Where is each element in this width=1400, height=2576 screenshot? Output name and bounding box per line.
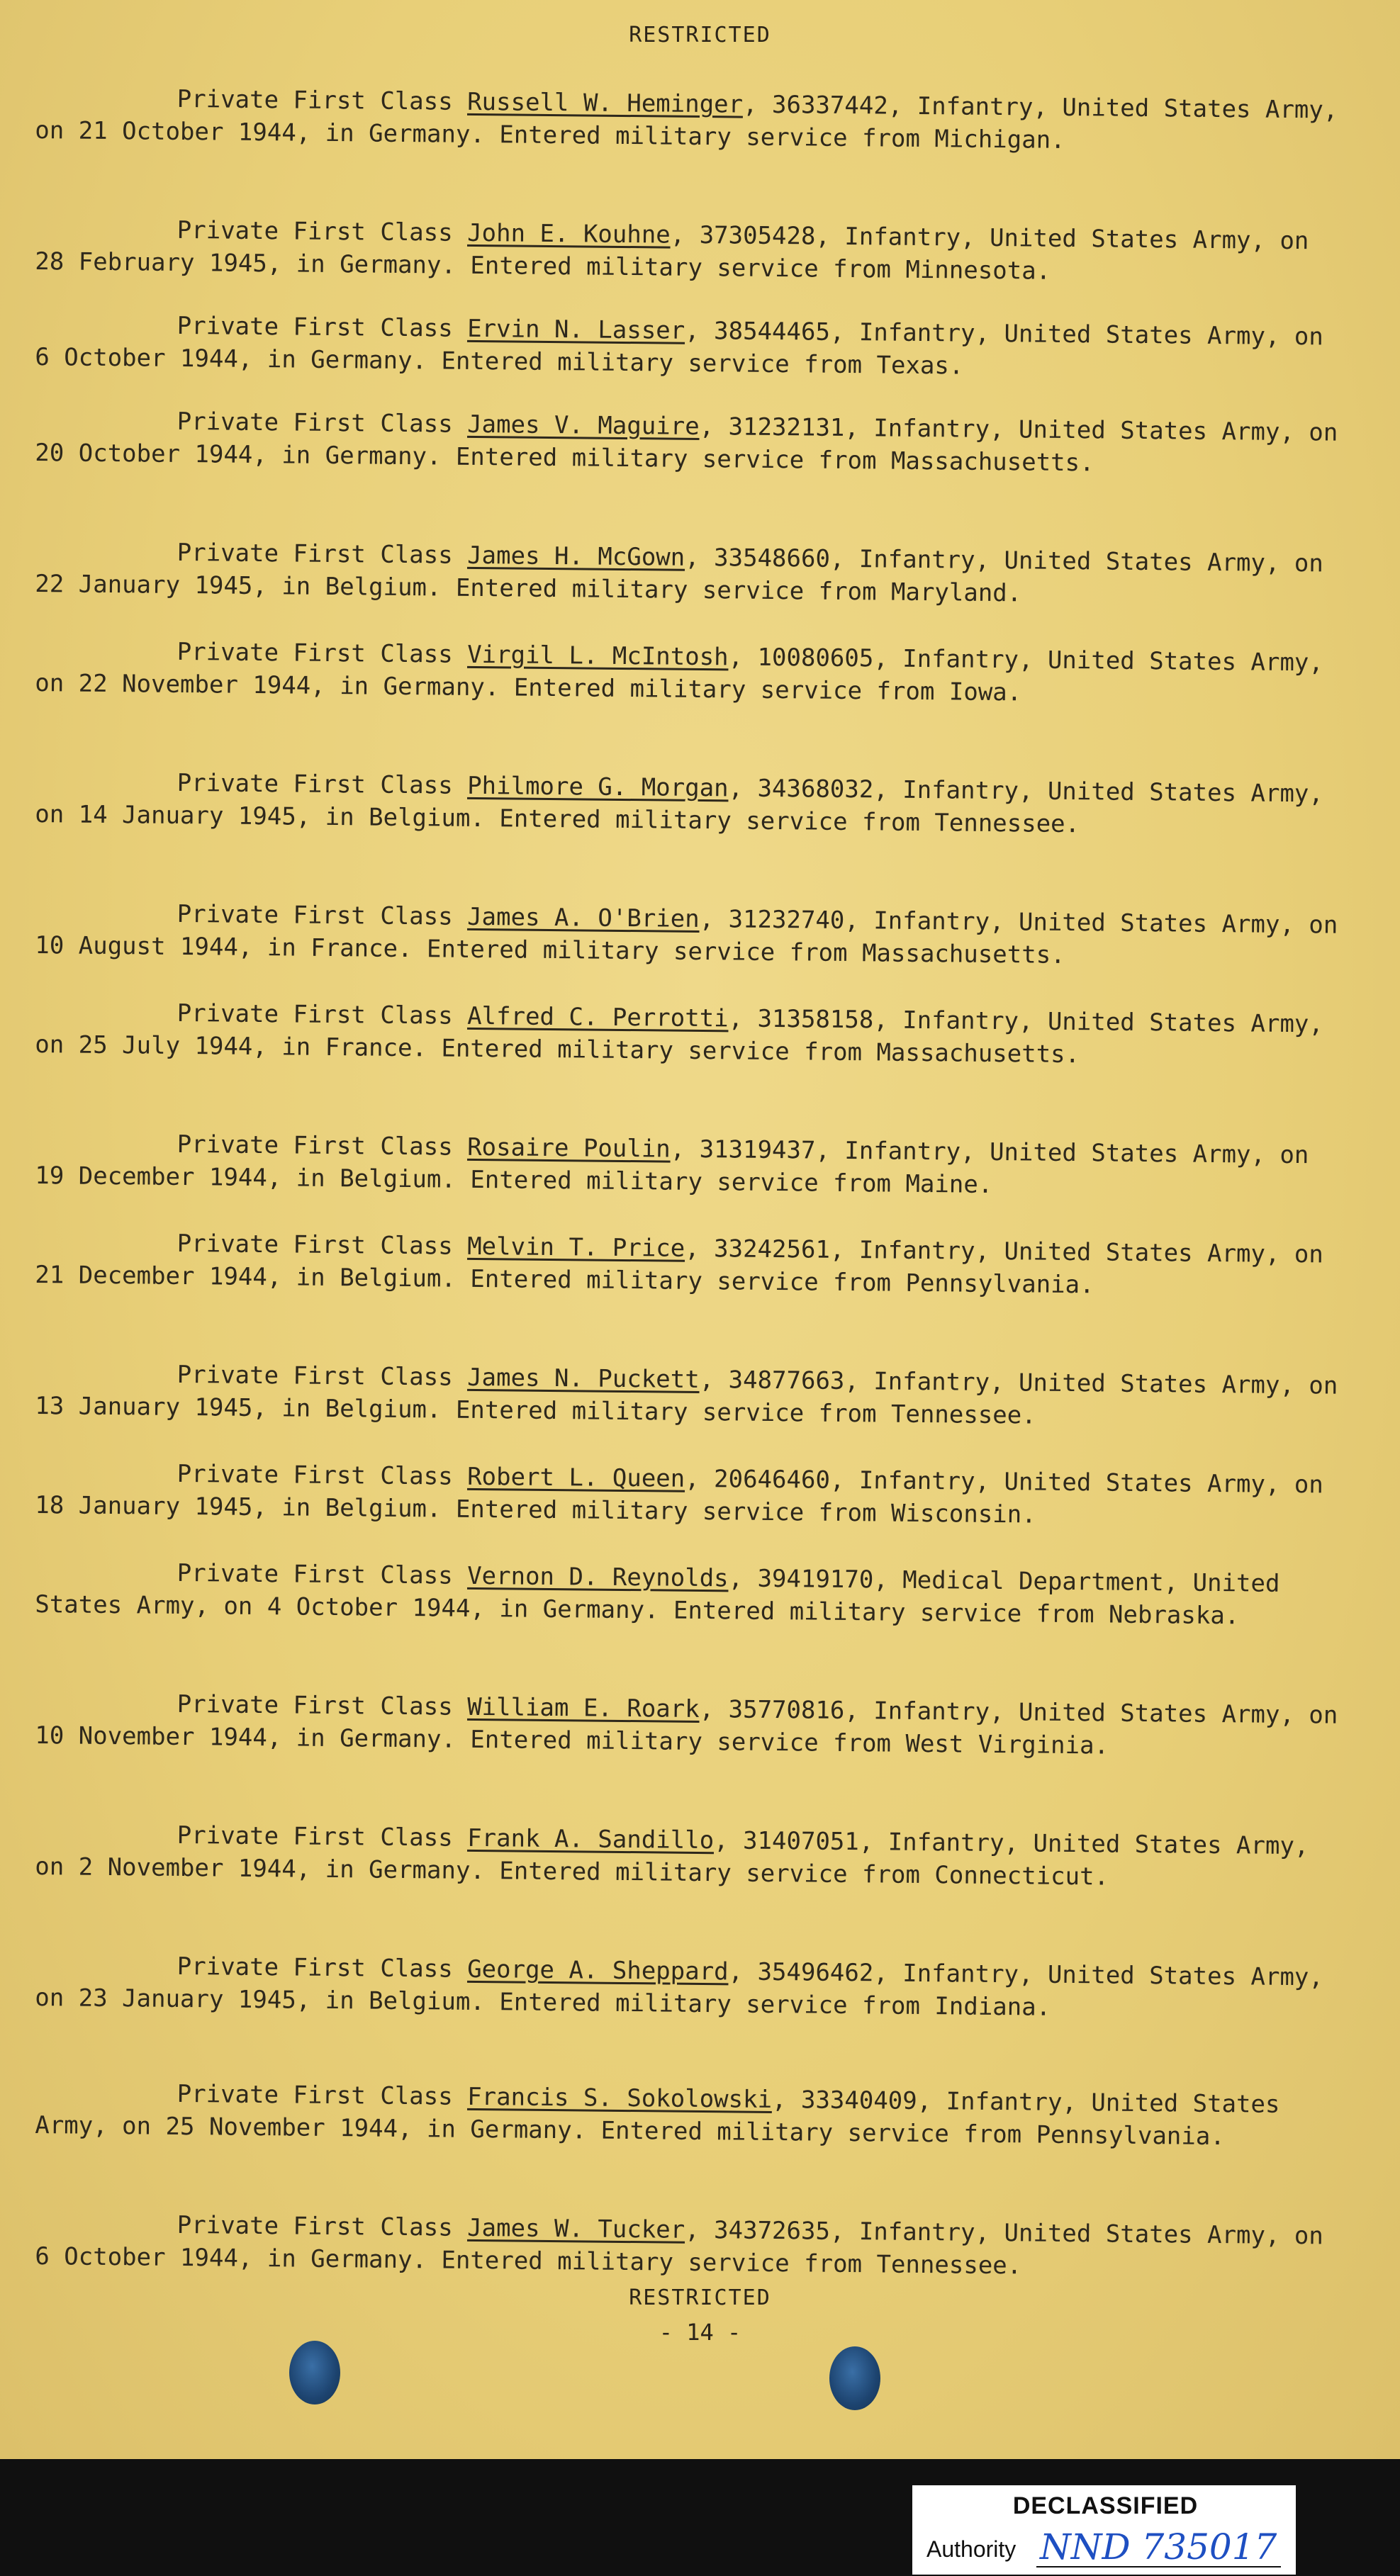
- entry-details: , 37305428, Infantry, United States Army, on 28 February 1945, in Germany. Entered military service from Minnesota.: [35, 220, 1309, 286]
- entry-rank: Private First Class: [177, 2079, 453, 2111]
- casualty-entry: [35, 1687, 1340, 1765]
- entry-details: , 31407051, Infantry, United States Army, on 2 November 1944, in Germany. Entered military service from Connecticut.: [35, 1826, 1309, 1891]
- casualty-entry: [35, 2076, 1340, 2154]
- entry-text: [35, 535, 1340, 613]
- entry-rank: Private First Class: [177, 1459, 453, 1491]
- casualty-entry: [35, 308, 1340, 386]
- entry-rank: Private First Class: [177, 311, 453, 343]
- entry-details: , 35496462, Infantry, United States Army, on 23 January 1945, in Belgium. Entered military service from Indiana.: [35, 1957, 1324, 2022]
- entry-details: , 33548660, Infantry, United States Army, on 22 January 1945, in Belgium. Entered military service from Maryland.: [35, 543, 1324, 608]
- entry-text: [35, 1456, 1340, 1534]
- entry-name: Rosaire Poulin: [466, 1132, 671, 1164]
- restricted-footer: RESTRICTED: [629, 2285, 771, 2310]
- entry-name: James N. Puckett: [466, 1363, 700, 1394]
- entry-text: [35, 1556, 1340, 1633]
- entry-rank: Private First Class: [177, 538, 453, 570]
- entry-text: [35, 1357, 1340, 1435]
- entry-text: [35, 1226, 1340, 1304]
- stamp-underline: [1036, 2566, 1281, 2567]
- entry-details: , 33340409, Infantry, United States Army, on 25 November 1944, in Germany. Entered military service from Pennsylvania.: [35, 2085, 1280, 2152]
- entry-text: [35, 1949, 1340, 2027]
- casualty-entry: [35, 1949, 1340, 2027]
- entry-details: , 36337442, Infantry, United States Army, on 21 October 1944, in Germany. Entered military service from Michigan.: [35, 90, 1338, 154]
- entry-name: Francis S. Sokolowski: [466, 2082, 773, 2114]
- casualty-entry: [35, 896, 1340, 974]
- casualty-entry: [35, 81, 1340, 159]
- entry-rank: Private First Class: [177, 999, 453, 1030]
- entry-rank: Private First Class: [177, 84, 453, 116]
- entry-text: [35, 308, 1340, 386]
- casualty-entry: [35, 996, 1340, 1074]
- entry-rank: Private First Class: [177, 1130, 453, 1162]
- casualty-entry: [35, 1357, 1340, 1435]
- stamp-title: DECLASSIFIED: [1012, 2492, 1199, 2519]
- declassified-stamp: [911, 2484, 1297, 2576]
- entry-rank: Private First Class: [177, 768, 453, 800]
- casualty-entry: [35, 1456, 1340, 1534]
- entry-text: [35, 1127, 1340, 1205]
- entry-name: Melvin T. Price: [466, 1232, 685, 1263]
- entry-text: [35, 765, 1340, 843]
- entry-name: James H. McGown: [466, 541, 685, 572]
- entry-name: James V. Maguire: [466, 410, 700, 441]
- punch-hole-right: [829, 2346, 880, 2410]
- entry-name: Robert L. Queen: [466, 1462, 685, 1493]
- entry-details: , 34877663, Infantry, United States Army, on 13 January 1945, in Belgium. Entered military service from Tennessee.: [35, 1365, 1338, 1430]
- entry-text: [35, 81, 1340, 159]
- entry-name: Frank A. Sandillo: [466, 1823, 715, 1855]
- entry-rank: Private First Class: [177, 1229, 453, 1261]
- entry-name: Alfred C. Perrotti: [466, 1001, 729, 1033]
- entry-text: [35, 1818, 1340, 1896]
- entry-details: , 34372635, Infantry, United States Army, on 6 October 1944, in Germany. Entered military service from Tennessee.: [35, 2215, 1324, 2280]
- entry-rank: Private First Class: [177, 215, 453, 247]
- casualty-entry: [35, 1818, 1340, 1896]
- entry-name: James W. Tucker: [466, 2213, 685, 2244]
- entry-rank: Private First Class: [177, 637, 453, 669]
- entry-rank: Private First Class: [177, 1689, 453, 1721]
- entry-name: Philmore G. Morgan: [466, 771, 729, 803]
- casualty-entry: [35, 535, 1340, 613]
- entry-details: , 10080605, Infantry, United States Army, on 22 November 1944, in Germany. Entered military service from Iowa.: [35, 643, 1324, 707]
- entry-name: Russell W. Heminger: [466, 87, 744, 119]
- entry-name: Ervin N. Lasser: [466, 314, 685, 345]
- restricted-header: RESTRICTED: [629, 23, 771, 47]
- entry-name: William E. Roark: [466, 1692, 700, 1723]
- entry-rank: Private First Class: [177, 1821, 453, 1852]
- casualty-entry: [35, 1556, 1340, 1633]
- entry-name: Virgil L. McIntosh: [466, 640, 729, 672]
- entry-rank: Private First Class: [177, 1360, 453, 1392]
- stamp-authority-value: NND 735017: [1040, 2526, 1277, 2567]
- entry-name: George A. Sheppard: [466, 1955, 729, 1986]
- entry-details: , 34368032, Infantry, United States Army, on 14 January 1945, in Belgium. Entered military service from Tennessee.: [35, 774, 1324, 839]
- casualty-entry: [35, 1127, 1340, 1205]
- entry-rank: Private First Class: [177, 407, 453, 439]
- casualty-entry: [35, 2207, 1340, 2285]
- entry-text: [35, 634, 1340, 712]
- entry-details: , 39419170, Medical Department, United States Army, on 4 October 1944, in Germany. Entered military service from Nebraska.: [35, 1564, 1280, 1631]
- entry-text: [35, 896, 1340, 974]
- entry-text: [35, 2207, 1340, 2285]
- casualty-entry: [35, 404, 1340, 482]
- entry-details: , 31232740, Infantry, United States Army, on 10 August 1944, in France. Entered military service from Massachusetts.: [35, 904, 1338, 969]
- entry-details: , 38544465, Infantry, United States Army, on 6 October 1944, in Germany. Entered military service from Texas.: [35, 316, 1324, 381]
- punch-hole-left: [289, 2341, 340, 2405]
- entry-details: , 35770816, Infantry, United States Army, on 10 November 1944, in Germany. Entered military service from West Virginia.: [35, 1694, 1338, 1760]
- entry-details: , 31232131, Infantry, United States Army, on 20 October 1944, in Germany. Entered military service from Massachusetts.: [35, 412, 1338, 478]
- entry-text: [35, 404, 1340, 482]
- casualty-entry: [35, 213, 1340, 291]
- stamp-authority-label: Authority: [926, 2536, 1017, 2562]
- casualty-entry: [35, 1226, 1340, 1304]
- entry-name: James A. O'Brien: [466, 902, 700, 933]
- entry-details: , 20646460, Infantry, United States Army, on 18 January 1945, in Belgium. Entered military service from Wisconsin.: [35, 1464, 1324, 1529]
- casualty-entry: [35, 765, 1340, 843]
- entry-rank: Private First Class: [177, 2210, 453, 2242]
- entry-rank: Private First Class: [177, 1952, 453, 1984]
- entry-rank: Private First Class: [177, 1558, 453, 1590]
- entry-text: [35, 213, 1340, 291]
- casualty-entry: [35, 634, 1340, 712]
- entry-details: , 33242561, Infantry, United States Army, on 21 December 1944, in Belgium. Entered military service from Pennsylvania.: [35, 1234, 1324, 1300]
- page-number: - 14 -: [659, 2319, 741, 2346]
- entry-details: , 31358158, Infantry, United States Army, on 25 July 1944, in France. Entered military service from Massachusetts.: [35, 1004, 1324, 1069]
- entry-details: , 31319437, Infantry, United States Army, on 19 December 1944, in Belgium. Entered military service from Maine.: [35, 1135, 1309, 1199]
- entry-rank: Private First Class: [177, 899, 453, 931]
- entry-text: [35, 1687, 1340, 1765]
- entry-text: [35, 996, 1340, 1074]
- entry-text: [35, 2076, 1340, 2154]
- entry-name: John E. Kouhne: [466, 218, 671, 249]
- entry-name: Vernon D. Reynolds: [466, 1561, 729, 1593]
